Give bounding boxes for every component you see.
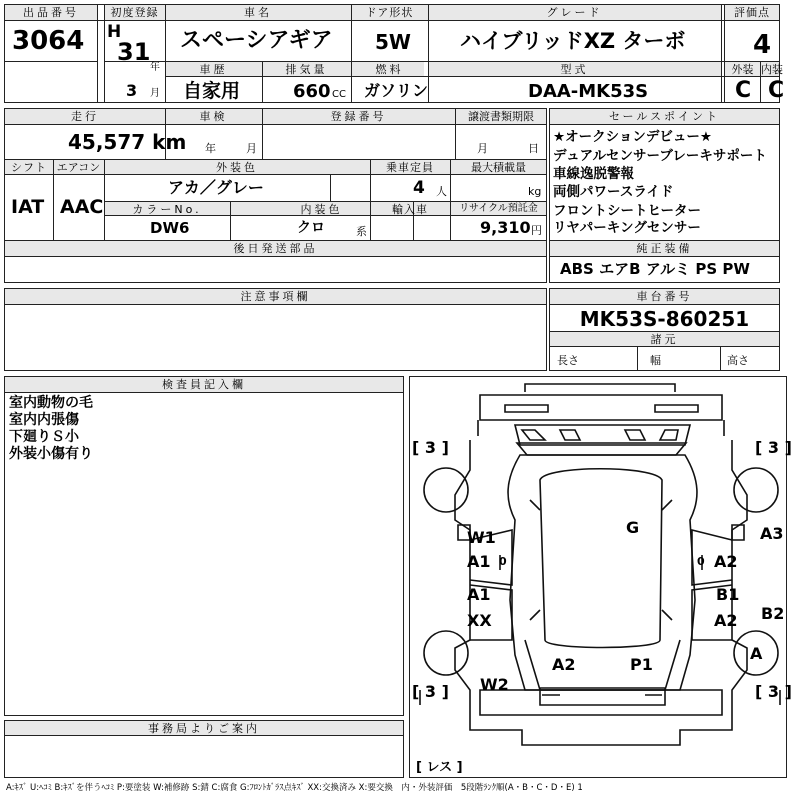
damage-left-rear-upper: A1 — [467, 585, 491, 604]
inspector-note-4: 外装小傷有り — [9, 446, 93, 462]
damage-left-front-lower: A1 — [467, 552, 491, 571]
notes-label: 注意事項欄 — [240, 290, 311, 303]
width-label: 幅 — [650, 354, 661, 367]
lot-no-value: 3064 — [12, 26, 85, 56]
ext-color-label: 外装色 — [216, 161, 258, 174]
mark-front-left: [ 3 ] — [412, 438, 449, 457]
transfer-deadline-label: 譲渡書類期限 — [468, 110, 534, 123]
mark-rear-left: [ 3 ] — [412, 682, 449, 701]
history-value: 自家用 — [183, 80, 241, 102]
sales-point-4: 両側パワースライド — [553, 184, 674, 200]
wheel-rear-left — [424, 631, 468, 675]
reg-year-value: 31 — [117, 38, 151, 66]
damage-roof: G — [626, 518, 640, 537]
roof-outline — [508, 455, 697, 690]
damage-right-fender: A3 — [760, 524, 784, 543]
door-value: 5W — [375, 30, 411, 54]
damage-rear-bumper-left: W2 — [480, 675, 509, 694]
inspector-note-2: 室内内張傷 — [9, 412, 79, 428]
sales-point-2: デュアルセンサーブレーキサポート — [553, 148, 767, 164]
front-bumper — [478, 384, 724, 436]
small-mark-right: 0 — [697, 555, 705, 568]
capacity-value: 4 — [413, 178, 425, 198]
equipment-label: 純正装備 — [636, 242, 693, 255]
mark-rear-right: [ 3 ] — [755, 682, 792, 701]
era-value: H — [107, 22, 122, 42]
kg-unit: kg — [528, 185, 542, 198]
month-unit: 月 — [150, 88, 160, 99]
lot-no-label: 出品番号 — [23, 6, 79, 19]
reg-month-value: 3 — [126, 81, 138, 100]
chassis-label: 車台番号 — [636, 290, 693, 303]
exterior-grade-value: C — [735, 78, 752, 103]
exterior-label: 外装 — [731, 63, 754, 76]
sales-point-1: ★オークションデビュー★ — [553, 129, 712, 145]
hood — [515, 425, 690, 445]
mileage-label: 走行 — [71, 110, 99, 123]
aircon-label: エアコン — [56, 161, 101, 174]
car-name-value: スペーシアギア — [180, 28, 333, 53]
history-label: 車歴 — [199, 63, 228, 76]
equipment-value: ABS エアB アルミ PS PW — [560, 260, 750, 278]
grade-label: グレード — [546, 6, 603, 19]
aircon-value: AAC — [60, 196, 104, 218]
score-label: 評価点 — [734, 6, 770, 19]
body-right — [732, 440, 747, 715]
max-load-label: 最大積載量 — [471, 161, 526, 174]
model-code-value: DAA-MK53S — [528, 81, 649, 102]
rear-bumper — [480, 690, 722, 715]
mark-front-right: [ 3 ] — [755, 438, 792, 457]
inspector-note-1: 室内動物の毛 — [9, 395, 93, 411]
import-label: 輸入車 — [392, 203, 428, 216]
bottom-tag: [ レス ] — [416, 760, 463, 775]
fuel-value: ガソリン — [364, 81, 429, 100]
yen-unit: 円 — [531, 224, 542, 237]
later-parts-label: 後日発送部品 — [233, 242, 318, 255]
color-no-label: カラーNo. — [132, 203, 202, 216]
damage-left-rear-lower: XX — [467, 611, 492, 630]
kei-unit: 系 — [356, 225, 367, 238]
height-label: 高さ — [727, 354, 749, 367]
damage-right-rear-lower: A2 — [714, 611, 738, 630]
score-value: 4 — [753, 30, 772, 60]
int-color-label: 内装色 — [300, 203, 343, 216]
first-reg-label: 初度登録 — [110, 6, 159, 19]
length-label: 長さ — [557, 354, 579, 367]
dimensions-label: 諸元 — [650, 333, 679, 346]
damage-left-front-upper: W1 — [467, 528, 496, 547]
damage-right-front: A2 — [714, 552, 738, 571]
damage-right-rear-upper: B1 — [716, 585, 740, 604]
persons-unit: 人 — [436, 185, 447, 198]
capacity-label: 乗車定員 — [386, 161, 434, 174]
damage-right-rear-wheel: A — [750, 644, 763, 663]
sales-point-6: リヤパーキングセンサー — [553, 220, 701, 236]
inspector-label: 検査員記入欄 — [162, 378, 246, 391]
sales-point-3: 車線逸脱警報 — [553, 166, 634, 182]
transfer-month-unit: 月 — [477, 142, 488, 155]
grade-value: ハイブリッドXZ ターボ — [460, 29, 686, 53]
body-left — [455, 440, 470, 715]
shift-value: IAT — [11, 196, 45, 218]
fuel-label: 燃料 — [375, 63, 404, 76]
car-name-label: 車名 — [244, 6, 272, 19]
shift-label: シフト — [11, 161, 47, 174]
transfer-day-unit: 日 — [528, 142, 539, 155]
office-label: 事務局よりご案内 — [148, 722, 260, 735]
int-color-value: クロ — [297, 220, 325, 236]
displacement-label: 排気量 — [285, 63, 328, 76]
sales-point-5: フロントシートヒーター — [553, 203, 701, 219]
damage-right-quarter: B2 — [761, 604, 785, 623]
cc-unit: CC — [332, 89, 346, 100]
recycle-value: 9,310 — [480, 218, 531, 237]
inspection-year-unit: 年 — [205, 142, 216, 155]
mileage-value: 45,577 km — [68, 130, 187, 154]
wheel-front-left — [424, 468, 468, 512]
wheel-front-right — [734, 468, 778, 512]
interior-label: 内装 — [761, 63, 783, 76]
inspection-label: 車検 — [199, 110, 228, 123]
sales-points-label: セールスポイント — [608, 110, 720, 123]
door-label: ドア形状 — [365, 6, 414, 19]
ext-color-value: アカ／グレー — [168, 178, 264, 197]
recycle-label: リサイクル預託金 — [459, 203, 538, 214]
damage-rear-left: A2 — [552, 655, 576, 674]
model-code-label: 型式 — [560, 63, 589, 76]
displacement-value: 660 — [293, 81, 331, 102]
damage-rear-right: P1 — [630, 655, 653, 674]
small-mark-left: 0 — [499, 555, 507, 568]
color-no-value: DW6 — [150, 219, 190, 237]
inspection-month-unit: 月 — [246, 142, 257, 155]
chassis-value: MK53S-860251 — [579, 307, 750, 331]
legend-text: A:ｷｽﾞ U:ﾍｺﾐ B:ｷｽﾞを伴うﾍｺﾐ P:要塗装 W:補修跡 S:錆 C:腐食 G:ﾌﾛﾝﾄｶﾞﾗｽ点ｷｽﾞ XX:交換済み X:要交換 内・外装評価 5段階ﾗﾝｸ順(A・B・C・D・E) 1 — [6, 783, 583, 793]
reg-no-label: 登録番号 — [330, 110, 387, 123]
year-unit: 年 — [150, 62, 160, 73]
interior-grade-value: C — [768, 78, 785, 103]
inspector-note-3: 下廻りＳ小 — [9, 429, 79, 445]
